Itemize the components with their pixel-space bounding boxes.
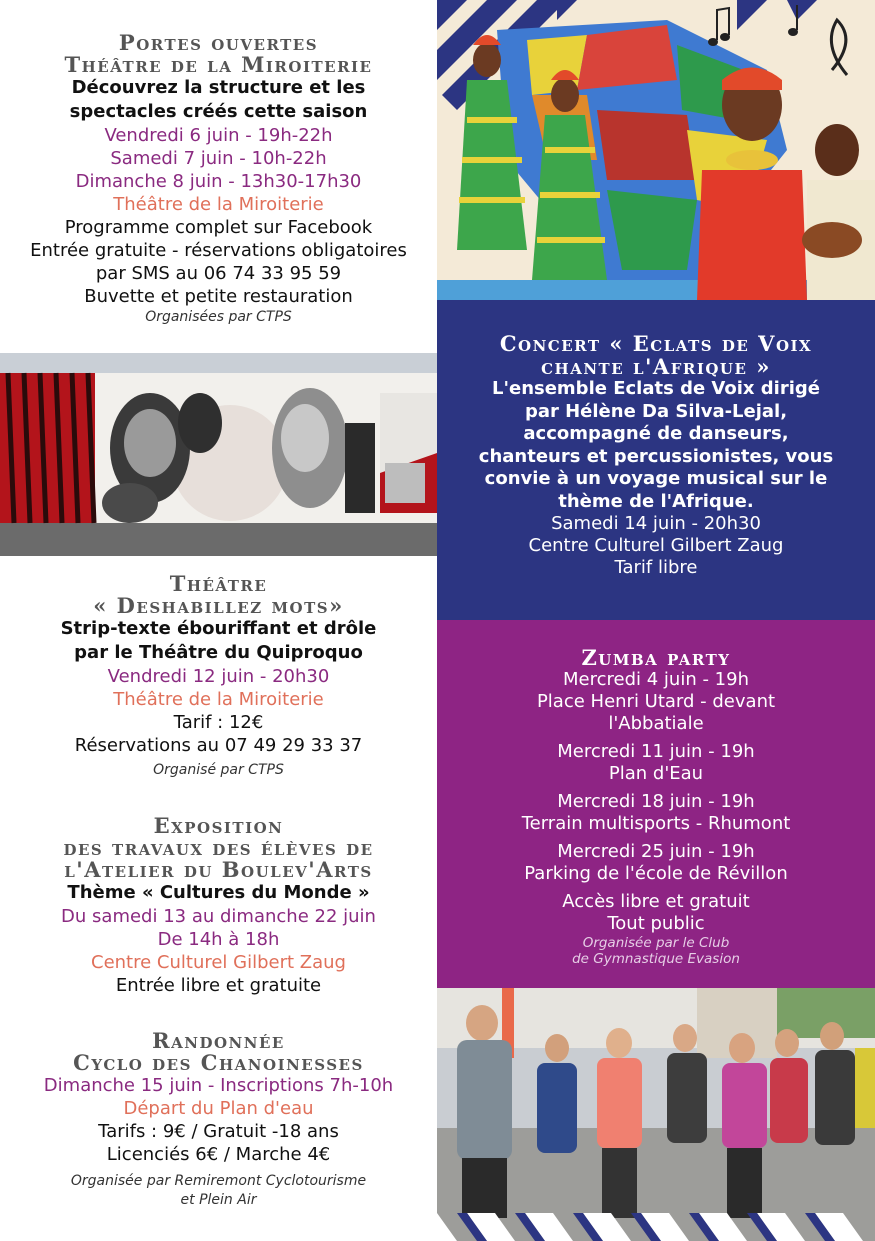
randonnee-place: Départ du Plan d'eau [123,1098,314,1119]
exposition-date-1: Du samedi 13 au dimanche 22 juin [61,906,376,927]
concert-place: Centre Culturel Gilbert Zaug [528,535,784,556]
zumba-session-2-place: Plan d'Eau [608,763,704,784]
exposition-entry: Entrée libre et gratuite [115,975,322,996]
zumba-session-2-date: Mercredi 11 juin - 19h [557,741,755,762]
concert-title: Concert « Eclats de Voix [499,331,813,356]
zumba-organizer-2: de Gymnastique Evasion [572,951,740,967]
theatre-organizer: Organisé par CTPS [153,762,284,778]
zumba-session-1-date: Mercredi 4 juin - 19h [563,669,749,690]
zumba-session-4-place: Parking de l'école de Révillon [524,863,788,884]
concert-desc-6: thème de l'Afrique. [558,490,754,512]
portes-ouvertes-subtitle: Théâtre de la Miroiterie [64,52,373,77]
randonnee-organizer-1: Organisée par Remiremont Cyclotourisme [70,1173,367,1189]
exposition-theme: Thème « Cultures du Monde » [67,882,370,903]
portes-ouvertes-title: Portes ouvertes [118,30,319,55]
zumba-access-1: Accès libre et gratuit [562,891,750,912]
randonnee-subtitle: Cyclo des Chanoinesses [73,1050,364,1075]
randonnee-date: Dimanche 15 juin - Inscriptions 7h-10h [43,1075,394,1096]
right-column [437,0,875,1241]
portes-ouvertes-info-1: Programme complet sur Facebook [64,217,373,238]
theatre-title: Théâtre [169,571,268,596]
portes-ouvertes-date-2: Samedi 7 juin - 10h-22h [110,148,327,169]
concert-section [437,300,875,620]
portes-ouvertes-info-4: Buvette et petite restauration [84,286,353,307]
portes-ouvertes-place: Théâtre de la Miroiterie [113,194,324,215]
zumba-session-1-place-2: l'Abbatiale [608,713,704,734]
portes-ouvertes-date-1: Vendredi 6 juin - 19h-22h [104,125,333,146]
portes-ouvertes-desc-2: spectacles créés cette saison [69,101,368,122]
zumba-session-3-place: Terrain multisports - Rhumont [521,813,791,834]
exposition-place: Centre Culturel Gilbert Zaug [91,952,346,973]
theatre-mural-photo [0,353,437,556]
left-column [0,0,437,1241]
concert-desc-1: L'ensemble Eclats de Voix dirigé [492,378,820,399]
theatre-desc-2: par le Théâtre du Quiproquo [74,642,363,663]
randonnee-price-2: Licenciés 6€ / Marche 4€ [106,1144,331,1165]
zumba-session-3-date: Mercredi 18 juin - 19h [557,791,755,812]
zumba-organizer-1: Organisée par le Club [582,935,730,951]
portes-ouvertes-info-3: par SMS au 06 74 33 95 59 [95,263,342,284]
theatre-subtitle: « Deshabillez mots» [93,593,344,618]
zumba-section [437,620,875,988]
theatre-reservation: Réservations au 07 49 29 33 37 [74,735,363,756]
theatre-place: Théâtre de la Miroiterie [113,689,324,710]
theatre-desc-1: Strip-texte ébouriffant et drôle [60,618,377,639]
zumba-title: Zumba party [581,645,731,670]
zumba-access-2: Tout public [607,913,705,934]
portes-ouvertes-desc-1: Découvrez la structure et les [71,77,366,98]
zumba-dance-photo [437,988,875,1241]
randonnee-price-1: Tarifs : 9€ / Gratuit -18 ans [98,1121,339,1142]
concert-desc-4: chanteurs et percussionistes, vous [478,445,834,467]
theatre-date: Vendredi 12 juin - 20h30 [107,666,330,687]
theatre-section [0,573,437,780]
portes-ouvertes-date-3: Dimanche 8 juin - 13h30-17h30 [75,171,362,192]
portes-ouvertes-section [0,32,437,327]
concert-price: Tarif libre [614,557,698,578]
exposition-title: Exposition [153,813,284,838]
exposition-date-2: De 14h à 18h [157,929,280,950]
randonnee-organizer-2: et Plein Air [180,1192,257,1208]
theatre-price: Tarif : 12€ [173,712,264,733]
exposition-subtitle-1: des travaux des élèves de [63,835,374,860]
exposition-section [0,815,437,997]
zumba-session-1-place-1: Place Henri Utard - devant [536,691,776,712]
africa-illustration [437,0,875,300]
randonnee-title: Randonnée [152,1028,285,1053]
randonnee-section [0,1030,437,1210]
concert-desc-2: par Hélène Da Silva-Lejal, [524,400,788,422]
portes-ouvertes-organizer: Organisées par CTPS [145,309,292,325]
concert-desc-5: convie à un voyage musical sur le [484,468,828,489]
concert-date: Samedi 14 juin - 20h30 [551,513,761,534]
concert-subtitle: chante l'Afrique » [541,354,771,379]
zumba-session-4-date: Mercredi 25 juin - 19h [557,841,755,862]
concert-desc-3: accompagné de danseurs, [523,423,789,444]
portes-ouvertes-info-2: Entrée gratuite - réservations obligatoires [30,240,407,261]
exposition-subtitle-2: l'Atelier du Boulev'Arts [64,857,373,882]
